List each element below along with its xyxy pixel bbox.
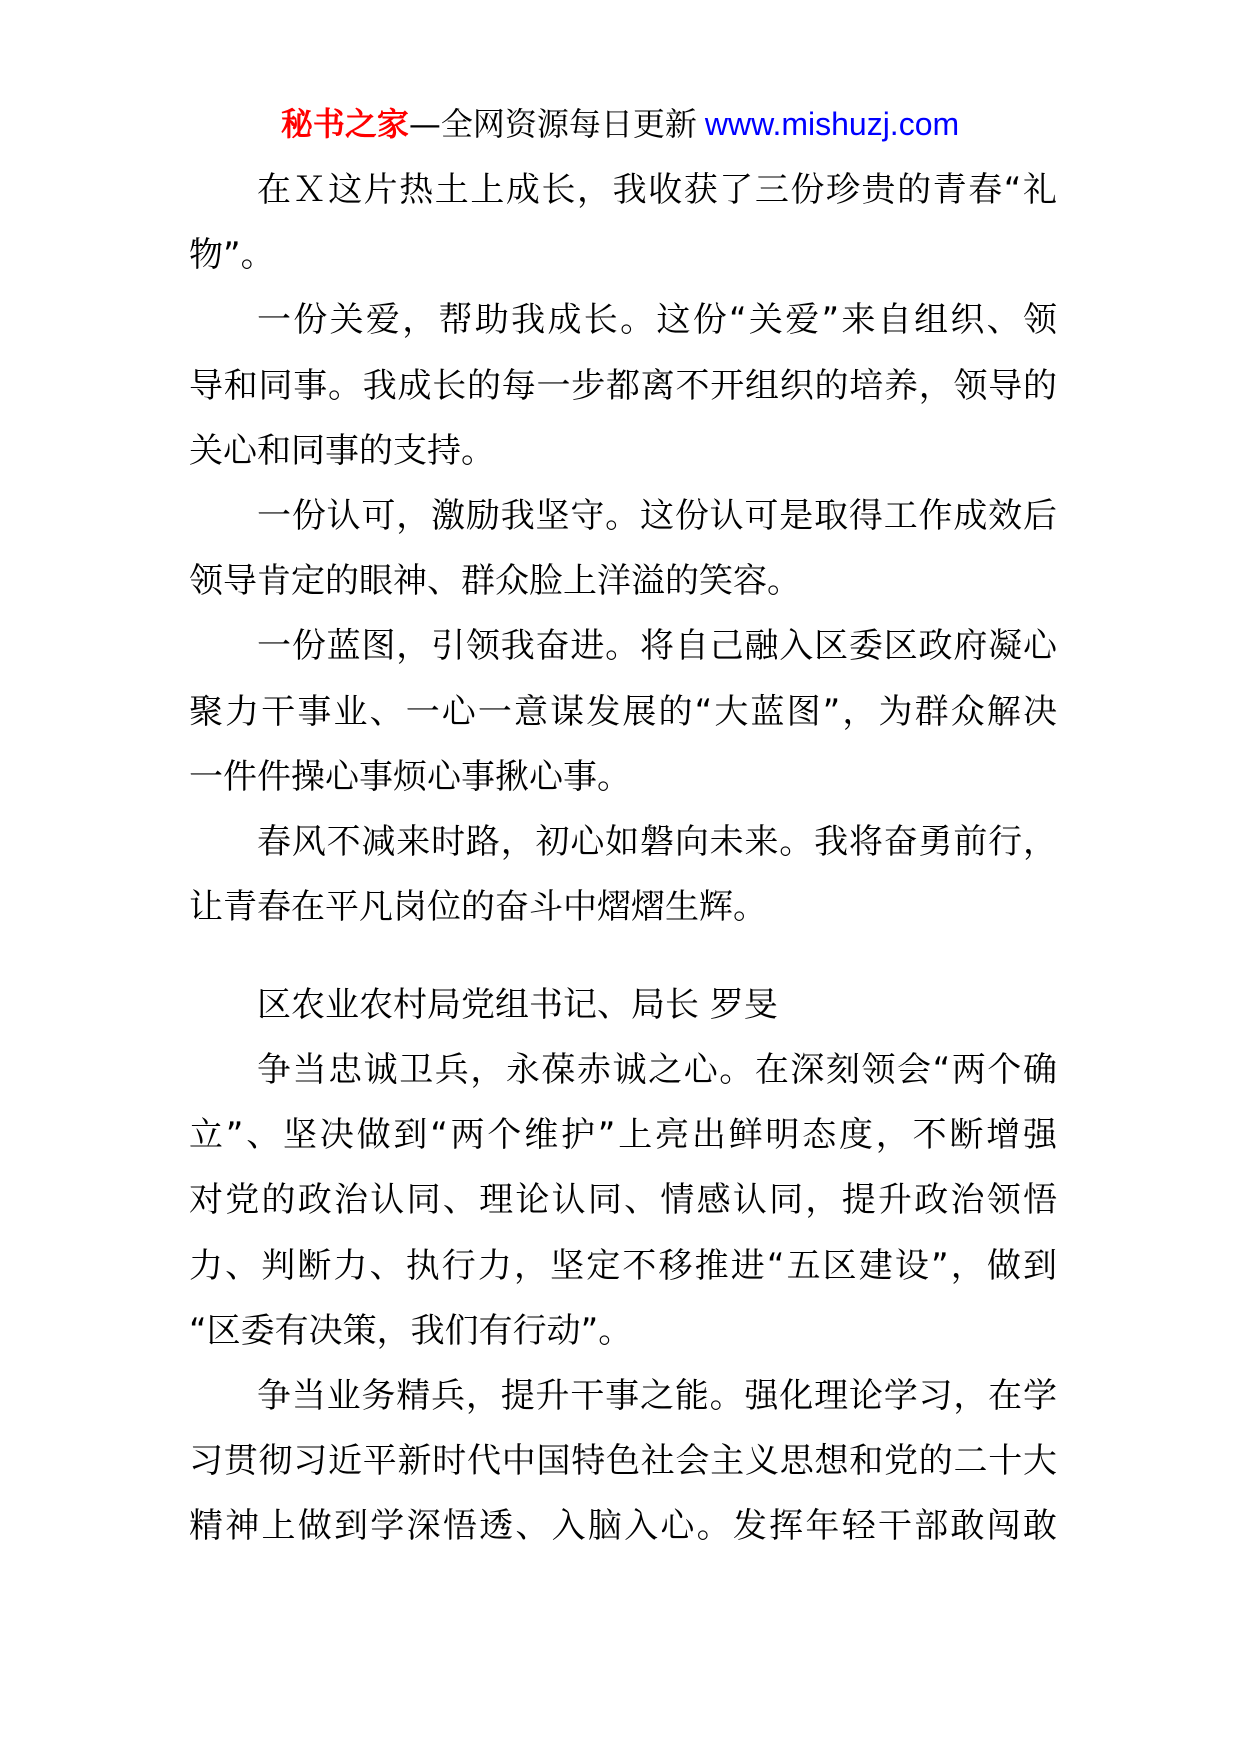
- text-line: 让青春在平凡岗位的奋斗中熠熠生辉。: [189, 887, 767, 928]
- byline-text: 区农业农村局党组书记、局长 罗旻: [257, 984, 778, 1025]
- paragraph: [189, 810, 1057, 940]
- text-line: 立”、坚决做到“两个维护”上亮出鲜明态度，不断增强: [189, 1115, 1057, 1156]
- text-line: 习贯彻习近平新时代中国特色社会主义思想和党的二十大: [189, 1441, 1057, 1482]
- speaker-byline: [189, 973, 1057, 1038]
- document-body: [189, 158, 1057, 1560]
- text-line: 力、判断力、执行力，坚定不移推进“五区建设”，做到: [189, 1245, 1057, 1286]
- text-line: 关心和同事的支持。: [189, 430, 495, 471]
- text-line: 争当业务精兵，提升干事之能。强化理论学习，在学: [257, 1375, 1057, 1416]
- text-line: 春风不减来时路，初心如磐向未来。我将奋勇前行，: [257, 821, 1057, 862]
- text-line: 聚力干事业、一心一意谋发展的“大蓝图”，为群众解决: [189, 691, 1057, 732]
- paragraph: [189, 1364, 1057, 1560]
- text-line: 争当忠诚卫兵，永葆赤诚之心。在深刻领会“两个确: [257, 1050, 1057, 1091]
- text-line: 物”。: [189, 235, 275, 276]
- text-line: 一份关爱，帮助我成长。这份“关爱”来自组织、领: [257, 300, 1057, 341]
- text-line: 在Ｘ这片热土上成长，我收获了三份珍贵的青春“礼: [257, 170, 1057, 210]
- paragraph: [189, 158, 1057, 288]
- text-line: “区委有决策，我们有行动”。: [189, 1310, 633, 1351]
- site-brand-name: 秘书之家: [280, 105, 409, 143]
- text-line: 精神上做到学深悟透、入脑入心。发挥年轻干部敢闯敢: [189, 1506, 1057, 1547]
- site-url-link[interactable]: www.mishuzj.com: [704, 106, 960, 142]
- paragraph: [189, 614, 1057, 810]
- paragraph: [189, 288, 1057, 484]
- site-header: [0, 104, 1240, 144]
- site-tagline: —全网资源每日更新: [408, 105, 697, 143]
- text-line: 对党的政治认同、理论认同、情感认同，提升政治领悟: [189, 1180, 1057, 1221]
- text-line: 导和同事。我成长的每一步都离不开组织的培养，领导的: [189, 365, 1057, 406]
- text-line: 一份蓝图，引领我奋进。将自己融入区委区政府凝心: [257, 626, 1057, 667]
- paragraph: [189, 1038, 1057, 1364]
- text-line: 领导肯定的眼神、群众脸上洋溢的笑容。: [189, 561, 801, 602]
- paragraph: [189, 484, 1057, 614]
- text-line: 一份认可，激励我坚守。这份认可是取得工作成效后: [257, 495, 1057, 536]
- text-line: 一件件操心事烦心事揪心事。: [189, 756, 631, 797]
